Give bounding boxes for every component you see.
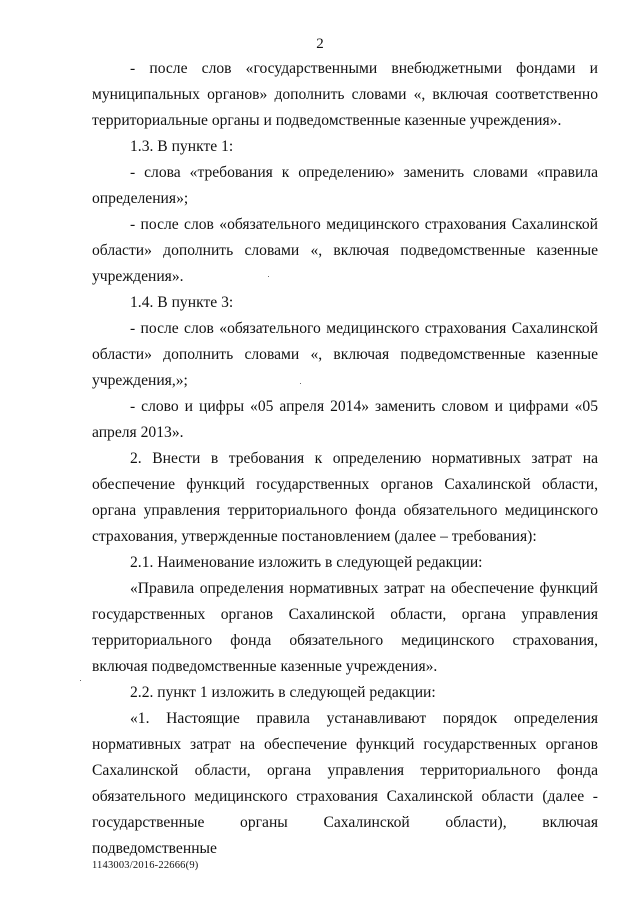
paragraph: 2.1. Наименование изложить в следующей редакции:: [130, 554, 483, 571]
paragraph: - после слов «обязательного медицинского страхования Сахалинской области» дополнить словами «, включая подведомственные казенные учреждения».: [92, 216, 598, 285]
paragraph: 2.2. пункт 1 изложить в следующей редакции:: [130, 684, 436, 701]
paragraph: - слова «требования к определению» заменить словами «правила определения»;: [92, 164, 598, 207]
paragraph: 1.3. В пункте 1:: [130, 138, 234, 155]
document-body: [92, 56, 598, 862]
paragraph: 2. Внести в требования к определению нормативных затрат на обеспечение функций государственных органов Сахалинской области, органа управления территориального фонда обязательного медицинского страхования, утвержденные постановлением (далее – требования):: [92, 450, 598, 545]
paragraph: - слово и цифры «05 апреля 2014» заменить словом и цифрами «05 апреля 2013».: [92, 398, 598, 441]
paragraph: - после слов «обязательного медицинского страхования Сахалинской области» дополнить словами «, включая подведомственные казенные учреждения,»;: [92, 320, 598, 389]
scan-speck: [80, 680, 81, 681]
paragraph: - после слов «государственными внебюджетными фондами и муниципальных органов» дополнить словами «, включая соответственно территориальные органы и подведомственные казенные учреждения».: [92, 60, 598, 129]
scan-speck: [268, 276, 269, 277]
paragraph: «1. Настоящие правила устанавливают порядок определения нормативных затрат на обеспечение функций государственных органов Сахалинской области, органа управления территориального фонда обязательного медицинского страхования Сахалинской области (далее - государственные органы Сахалинской области), включая подведомственные: [92, 710, 598, 857]
document-code: 1143003/2016-22666(9): [92, 860, 199, 871]
paragraph: 1.4. В пункте 3:: [130, 294, 234, 311]
paragraph: «Правила определения нормативных затрат на обеспечение функций государственных органов Сахалинской области, органа управления территориального фонда обязательного медицинского страхования, включая подведомственные казенные учреждения».: [92, 580, 598, 675]
page-number: 2: [316, 36, 324, 52]
scan-speck: [300, 383, 301, 384]
